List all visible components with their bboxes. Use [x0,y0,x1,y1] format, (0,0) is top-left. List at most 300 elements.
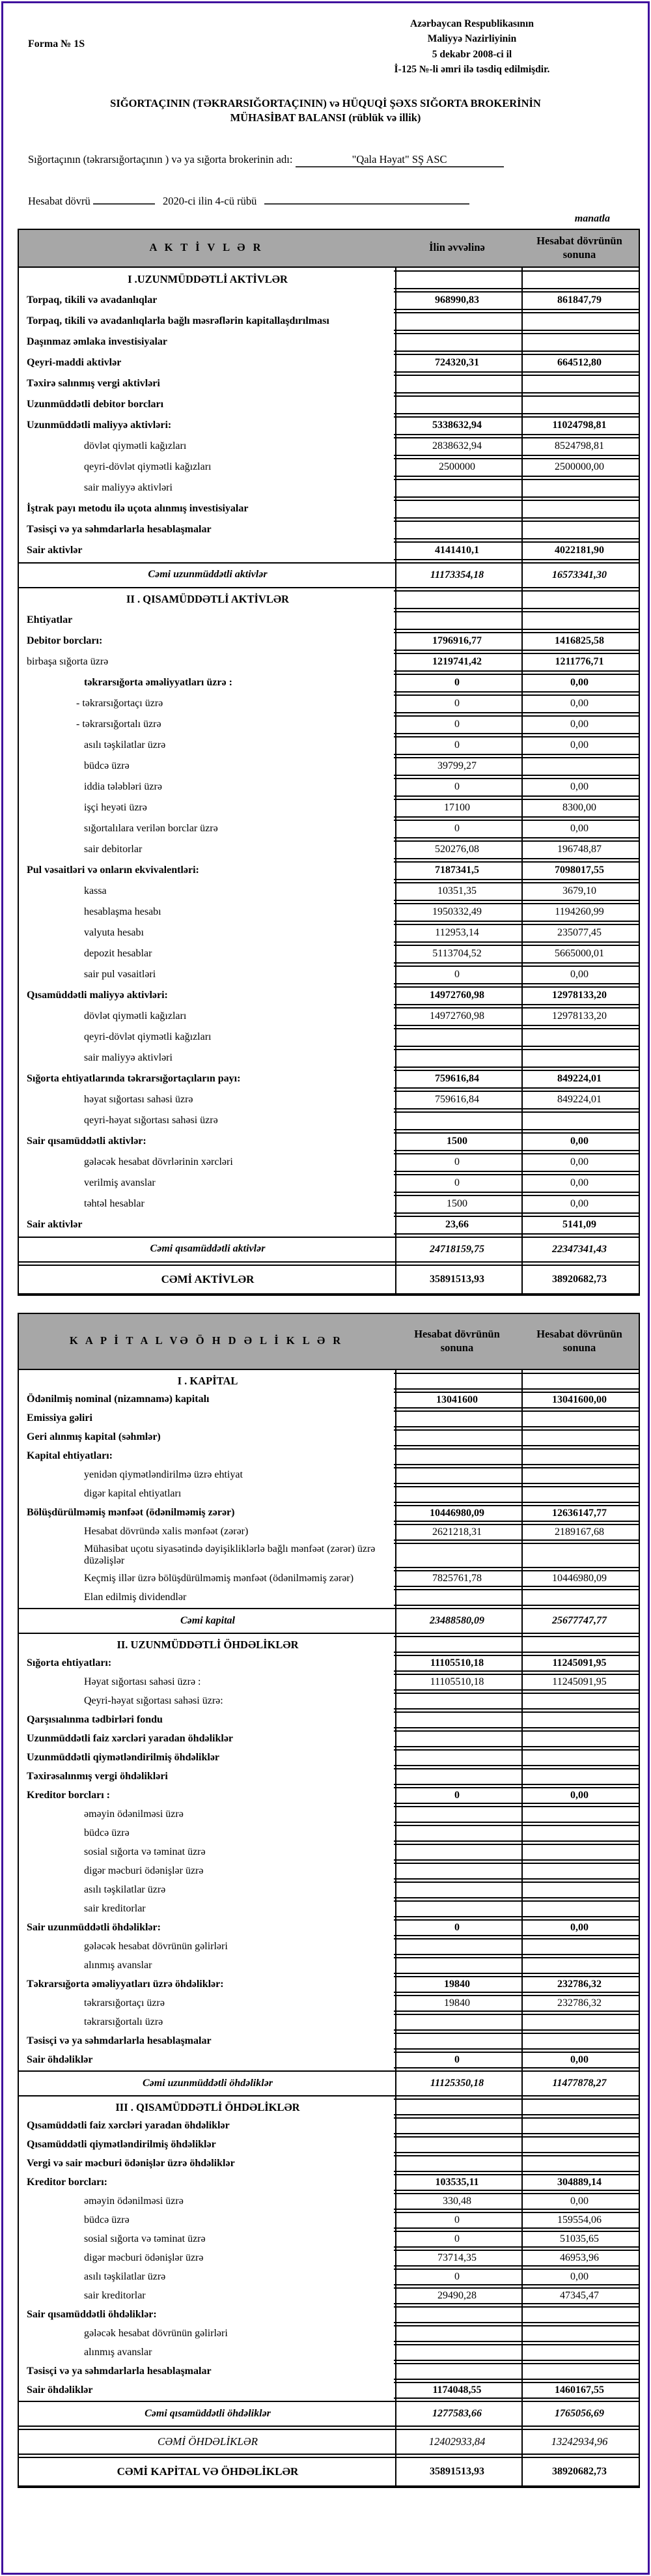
cell-value-period-start [394,2306,520,2323]
currency-note: manatla [574,212,610,224]
cell-value-period-end: 38920682,73 [520,2457,639,2487]
cell-value-period-start: 12402933,84 [394,2429,520,2455]
table-row [19,2212,639,2229]
table-row [19,632,639,651]
row-label: Daşınmaz əmlaka investisiyalar [27,336,167,347]
table-row [19,590,639,609]
row-label: sosial sığorta və təminat üzrə [84,2233,206,2244]
table-row [19,1730,639,1747]
report-period-label: Hesabat dövrü [28,194,90,207]
row-label: dövlət qiymətli kağızları [84,440,187,451]
cell-value-period-start [394,2344,520,2361]
table-row [19,694,639,713]
cell-value-period-end: 0,00 [520,820,639,838]
cell-value-period-end: 0,00 [520,2193,639,2210]
table-row [19,1174,639,1193]
row-label: iddia tələbləri üzrə [84,780,162,792]
cell-value-period-end [520,1844,639,1861]
report-period-line [28,195,635,208]
row-label: Təsisçi və ya səhmdarlarla hesablaşmalar [27,2365,212,2377]
table-row [19,966,639,984]
table-row [19,2136,639,2153]
cell-value-period-start [394,590,520,609]
cell-value-period-start [394,521,520,539]
cell-value-period-end: 1416825,58 [520,632,639,651]
cell-value-period-start [394,2136,520,2153]
table-row [19,2382,639,2399]
row-label: II. UZUNMÜDDƏTLİ ÖHDƏLİKLƏR [117,1638,299,1651]
table-row [19,882,639,901]
row-label: I . KAPİTAL [177,1374,238,1387]
cell-value-period-start [394,1711,520,1728]
cell-value-period-start: 10351,35 [394,882,520,901]
table-row [19,2117,639,2134]
cell-value-period-end [520,2136,639,2153]
table-row [19,1844,639,1861]
cell-value-period-end [520,2363,639,2380]
cell-value-period-end: 0,00 [520,1174,639,1193]
cell-value-period-start: 13041600 [394,1392,520,1409]
row-label: Bölüşdürülməmiş mənfəət (ödənilməmiş zərər) [27,1507,235,1519]
cell-value-period-end: 304889,14 [520,2174,639,2191]
table-row [19,1882,639,1898]
row-label: Emissiya gəliri [27,1412,92,1424]
cell-value-period-end: 232786,32 [520,1995,639,2012]
cell-value-period-start [394,1589,520,1606]
row-label: Sair qısamüddətli öhdəliklər: [27,2308,157,2320]
cell-value-period-start [394,312,520,331]
row-label: Kreditor borcları: [27,2176,107,2188]
row-label: Sair uzunmüddətli öhdəliklər: [27,1921,161,1933]
cell-value-period-start: 14972760,98 [394,986,520,1005]
cell-value-period-start: 0 [394,2268,520,2285]
row-label: gələcək hesabat dövrünün gəlirləri [84,1940,228,1952]
table-row [19,416,639,435]
cell-value-period-start: 2621218,31 [394,1524,520,1541]
cell-value-period-end: 0,00 [520,1132,639,1151]
table-row [19,1768,639,1785]
cell-value-period-end [520,1049,639,1068]
row-label: birbaşa sığorta üzrə [27,655,109,667]
table-row [19,1237,639,1263]
cell-value-period-end [520,1938,639,1955]
cell-value-period-end: 13242934,96 [520,2429,639,2455]
table-row [19,1132,639,1151]
cell-value-period-start: 35891513,93 [394,2457,520,2487]
cell-value-period-start [394,1768,520,1785]
cell-value-period-end: 1765056,69 [520,2401,639,2427]
table-row [19,1674,639,1691]
approval-line: 5 dekabr 2008-ci il [432,48,512,60]
approval-line: İ-125 №-li əmri ilə təsdiq edilmişdir. [394,63,550,75]
cell-value-period-start [394,1429,520,1446]
row-label: valyuta hesabı [84,926,144,938]
cell-value-period-start [394,1543,520,1569]
table-row [19,674,639,693]
cell-value-period-end: 0,00 [520,694,639,713]
table-row [19,521,639,539]
table-row [19,1265,639,1295]
cell-value-period-start: 1950332,49 [394,903,520,922]
row-label: Mühasibat uçotu siyasətində dəyişikliklərlə bağlı mənfəət (zərər) üzrə düzəlişlər [84,1543,376,1567]
cell-value-period-start: 968990,83 [394,291,520,310]
row-label: sığortalılara verilən borclar üzrə [84,822,218,834]
row-label: digər məcburi ödənişlər üzrə [84,2252,204,2263]
table-row [19,1919,639,1936]
row-label: Hesabat dövründə xalis mənfəət (zərər) [84,1526,249,1538]
row-label: yenidən qiymətləndirilmə üzrə ehtiyat [84,1469,243,1481]
cell-value-period-start: 112953,14 [394,924,520,943]
cell-value-period-start: 520276,08 [394,840,520,859]
table-row [19,1749,639,1766]
cell-value-period-start: 0 [394,736,520,755]
table-row [19,1091,639,1109]
table-row [19,291,639,310]
row-label: gələcək hesabat dövrlərinin xərcləri [84,1156,233,1167]
cell-value-period-end [520,1111,639,1130]
row-label: büdcə üzrə [84,760,130,771]
table-header-row [19,230,639,268]
row-label: Ödənilmiş nominal (nizamnamə) kapitalı [27,1394,210,1405]
cell-value-period-start: 0 [394,778,520,797]
table-row [19,903,639,922]
cell-value-period-end [520,1768,639,1785]
column-header: A K T İ V L Ə R [149,241,264,254]
table-row [19,1957,639,1974]
row-label: Sair öhdəliklər [27,2054,93,2065]
row-label: Geri alınmış kapital (səhmlər) [27,1431,161,1443]
insurer-name-line [28,153,635,167]
table-row [19,861,639,880]
table-row [19,799,639,818]
table-row [19,2344,639,2361]
cell-value-period-end [520,375,639,394]
row-label: Uzunmüddətli debitor borcları [27,398,164,410]
cell-value-period-end: 861847,79 [520,291,639,310]
cell-value-period-end [520,1693,639,1710]
cell-value-period-start [394,1806,520,1823]
row-label: verilmiş avanslar [84,1177,156,1188]
cell-value-period-end [520,2014,639,2031]
cell-value-period-start: 24718159,75 [394,1237,520,1263]
column-header: İlin əvvəlinə [429,241,485,254]
cell-value-period-start: 1796916,77 [394,632,520,651]
row-label: sair pul vəsaitləri [84,968,156,980]
row-label: qeyri-dövlət qiymətli kağızları [84,1031,212,1042]
table-row [19,2363,639,2380]
cell-value-period-start [394,270,520,289]
cell-value-period-end: 4022181,90 [520,541,639,560]
row-label: Sair aktivlər [27,544,83,556]
row-label: - təkrarsığortalı üzrə [76,718,161,730]
document-header [3,3,648,77]
row-label: II . QISAMÜDDƏTLİ AKTİVLƏR [126,593,289,606]
row-label: Kapital ehtiyatları: [27,1450,113,1462]
table-row [19,840,639,859]
table-row [19,2250,639,2267]
cell-value-period-end: 159554,06 [520,2212,639,2229]
insurer-name-value: "Qala Həyat" SŞ ASC [296,153,504,167]
cell-value-period-start: 14972760,98 [394,1007,520,1026]
cell-value-period-end: 46953,96 [520,2250,639,2267]
table-row [19,541,639,560]
cell-value-period-start: 1277583,66 [394,2401,520,2427]
cell-value-period-end: 47345,47 [520,2287,639,2304]
cell-value-period-start: 23488580,09 [394,1608,520,1634]
cell-value-period-end: 22347341,43 [520,1237,639,1263]
cell-value-period-end: 0,00 [520,674,639,693]
row-label: həyat sığortası sahəsi üzrə [84,1093,193,1105]
cell-value-period-start: 35891513,93 [394,1265,520,1295]
cell-value-period-start: 0 [394,1174,520,1193]
table-row [19,333,639,352]
row-label: Sair öhdəliklər [27,2384,93,2396]
cell-value-period-start [394,1028,520,1047]
cell-value-period-start: 0 [394,2231,520,2248]
cell-value-period-start [394,1882,520,1898]
row-label: Pul vəsaitləri və onların ekvivalentləri: [27,864,199,876]
cell-value-period-start [394,2098,520,2115]
cell-value-period-start: 29490,28 [394,2287,520,2304]
row-label: əməyin ödənilməsi üzrə [84,1808,184,1820]
table-row [19,1448,639,1465]
row-label: alınmış avanslar [84,1959,152,1971]
table-row [19,1111,639,1130]
cell-value-period-start: 11105510,18 [394,1674,520,1691]
table-row [19,1543,639,1569]
row-label: Sığorta ehtiyatlarında təkrarsığortaçıların payı: [27,1072,241,1084]
cell-value-period-start: 5113704,52 [394,945,520,964]
table-row [19,1505,639,1522]
table-row [19,1806,639,1823]
cell-value-period-end [520,1589,639,1606]
row-label: asılı təşkilatlar üzrə [84,1883,166,1895]
cell-value-period-start: 759616,84 [394,1070,520,1089]
table-row [19,2098,639,2115]
cell-value-period-start: 0 [394,820,520,838]
cell-value-period-end: 1460167,55 [520,2382,639,2399]
cell-value-period-start: 103535,11 [394,2174,520,2191]
cell-value-period-end [520,2344,639,2361]
row-label: Qeyri-maddi aktivlər [27,356,122,368]
cell-value-period-end [520,270,639,289]
cell-value-period-end: 0,00 [520,1153,639,1172]
cell-value-period-end: 16573341,30 [520,562,639,588]
row-label: əməyin ödənilməsi üzrə [84,2195,184,2207]
row-label: Cəmi qısamüddətli aktivlər [19,1237,394,1263]
cell-value-period-start: 0 [394,674,520,693]
row-label: sair kreditorlar [84,1902,146,1914]
cell-value-period-end [520,479,639,498]
row-label: CƏMİ ÖHDƏLİKLƏR [19,2429,394,2455]
cell-value-period-end: 1211776,71 [520,653,639,672]
table-row [19,2231,639,2248]
cell-value-period-end: 11477878,27 [520,2070,639,2097]
cell-value-period-start [394,1957,520,1974]
cell-value-period-end: 10446980,09 [520,1570,639,1587]
cell-value-period-end: 0,00 [520,1919,639,1936]
cell-value-period-end: 51035,65 [520,2231,639,2248]
cell-value-period-start [394,1373,520,1390]
row-label: Sair aktivlər [27,1218,83,1230]
balance-table-assets [18,229,640,1296]
table-row [19,1655,639,1672]
row-label: Elan edilmiş dividendlər [84,1591,187,1603]
table-row [19,395,639,414]
insurer-name-label: Sığortaçının (təkrarsığortaçının ) və ya sığorta brokerinin adı: [28,152,293,165]
page-title [3,96,648,126]
row-label: Cəmi kapital [19,1608,394,1634]
cell-value-period-end [520,1863,639,1880]
table-row [19,1570,639,1587]
cell-value-period-end [520,312,639,331]
cell-value-period-start: 0 [394,2212,520,2229]
cell-value-period-start [394,333,520,352]
cell-value-period-start [394,375,520,394]
table-row [19,945,639,964]
cell-value-period-start: 4141410,1 [394,541,520,560]
row-label: Təsisçi və ya səhmdarlarla hesablaşmalar [27,523,212,535]
cell-value-period-start [394,2325,520,2342]
table-row [19,1007,639,1026]
cell-value-period-start: 11125350,18 [394,2070,520,2097]
cell-value-period-start: 19840 [394,1976,520,1993]
cell-value-period-end: 849224,01 [520,1070,639,1089]
cell-value-period-start [394,1938,520,1955]
table-row [19,1049,639,1068]
table-row [19,2287,639,2304]
cell-value-period-start: 724320,31 [394,354,520,373]
table-row [19,2429,639,2455]
cell-value-period-start [394,1693,520,1710]
cell-value-period-end: 8524798,81 [520,437,639,456]
blank-underline [93,203,155,205]
table-row [19,924,639,943]
row-label: Cəmi qısamüddətli öhdəliklər [19,2401,394,2427]
cell-value-period-end: 3679,10 [520,882,639,901]
row-label: büdcə üzrə [84,2214,130,2225]
cell-value-period-end: 0,00 [520,1195,639,1214]
row-label: asılı təşkilatlar üzrə [84,2270,166,2282]
cell-value-period-start: 0 [394,1919,520,1936]
row-label: Vergi və sair məcburi ödənişlər üzrə öhdəliklər [27,2157,235,2169]
row-label: təkrarsığortaçı üzrə [84,1997,165,2009]
table-row [19,715,639,734]
cell-value-period-start: 0 [394,715,520,734]
cell-value-period-start [394,500,520,519]
row-label: asılı təşkilatlar üzrə [84,739,166,751]
cell-value-period-end [520,395,639,414]
table-row [19,2457,639,2487]
cell-value-period-end: 5665000,01 [520,945,639,964]
table-row [19,562,639,588]
row-label: CƏMİ AKTİVLƏR [19,1265,394,1295]
cell-value-period-start [394,1049,520,1068]
table-row [19,2052,639,2068]
row-label: Təkrarsığorta əməliyyatları üzrə öhdəliklər: [27,1978,224,1990]
table-row [19,757,639,776]
table-row [19,1195,639,1214]
cell-value-period-end [520,1486,639,1503]
cell-value-period-start [394,1410,520,1427]
table-row [19,653,639,672]
row-label: Ehtiyatlar [27,614,73,625]
page-title-line-1: SIĞORTAÇININ (TƏKRARSIĞORTAÇININ) və HÜQUQİ ŞƏXS SIĞORTA BROKERİNİN [110,97,541,109]
table-row [19,736,639,755]
table-row [19,2325,639,2342]
cell-value-period-end [520,1900,639,1917]
table-row [19,2268,639,2285]
cell-value-period-end: 196748,87 [520,840,639,859]
cell-value-period-start [394,1825,520,1842]
row-label: Qısamüddətli faiz xərcləri yaradan öhdəliklər [27,2119,230,2131]
table-row [19,479,639,498]
row-label: Torpaq, tikili və avadanlıqlar [27,294,158,306]
cell-value-period-end: 0,00 [520,966,639,984]
row-label: qeyri-dövlət qiymətli kağızları [84,461,212,472]
table-row [19,2033,639,2050]
table-row [19,1524,639,1541]
row-label: işçi heyəti üzrə [84,801,147,813]
table-row [19,354,639,373]
cell-value-period-start [394,1467,520,1484]
row-label: hesablaşma hesabı [84,906,161,917]
row-label: - təkrarsığortaçı üzrə [76,697,163,709]
cell-value-period-end: 7098017,55 [520,861,639,880]
cell-value-period-start: 759616,84 [394,1091,520,1109]
row-label: Debitor borcları: [27,635,103,646]
cell-value-period-end: 2189167,68 [520,1524,639,1541]
cell-value-period-end [520,590,639,609]
table-row [19,778,639,797]
cell-value-period-start [394,479,520,498]
cell-value-period-end [520,2325,639,2342]
row-label: Qısamüddətli qiymətləndirilmiş öhdəliklər [27,2138,216,2150]
row-label: digər kapital ehtiyatları [84,1488,182,1500]
table-header-row [19,1314,639,1370]
cell-value-period-start: 73714,35 [394,2250,520,2267]
row-label: gələcək hesabat dövrünün gəlirləri [84,2327,228,2339]
table-row [19,611,639,630]
row-label: Keçmiş illər üzrə bölüşdürülməmiş mənfəət (ödənilməmiş zərər) [84,1572,354,1584]
cell-value-period-start: 0 [394,694,520,713]
cell-value-period-end [520,1543,639,1569]
cell-value-period-end: 0,00 [520,2268,639,2285]
row-label: təkrarsığortalı üzrə [84,2016,163,2027]
cell-value-period-end [520,1806,639,1823]
row-label: Uzunmüddətli maliyyə aktivləri: [27,419,172,431]
table-row [19,1863,639,1880]
cell-value-period-start: 1219741,42 [394,653,520,672]
table-row [19,2014,639,2031]
table-row [19,1976,639,1993]
table-row [19,1589,639,1606]
row-label: dövlət qiymətli kağızları [84,1010,187,1022]
row-label: sair kreditorlar [84,2289,146,2301]
cell-value-period-end: 12978133,20 [520,1007,639,1026]
table-row [19,1392,639,1409]
table-row [19,270,639,289]
cell-value-period-start: 11105510,18 [394,1655,520,1672]
row-label: Həyat sığortası sahəsi üzrə : [84,1676,201,1687]
row-label: Qısamüddətli maliyyə aktivləri: [27,989,168,1001]
cell-value-period-start: 23,66 [394,1216,520,1235]
cell-value-period-end [520,333,639,352]
column-header: K A P İ T A L VƏ Ö H D Ə L İ K L Ə R [69,1334,344,1347]
cell-value-period-end: 11245091,95 [520,1655,639,1672]
cell-value-period-end: 2500000,00 [520,458,639,477]
table-row [19,1410,639,1427]
